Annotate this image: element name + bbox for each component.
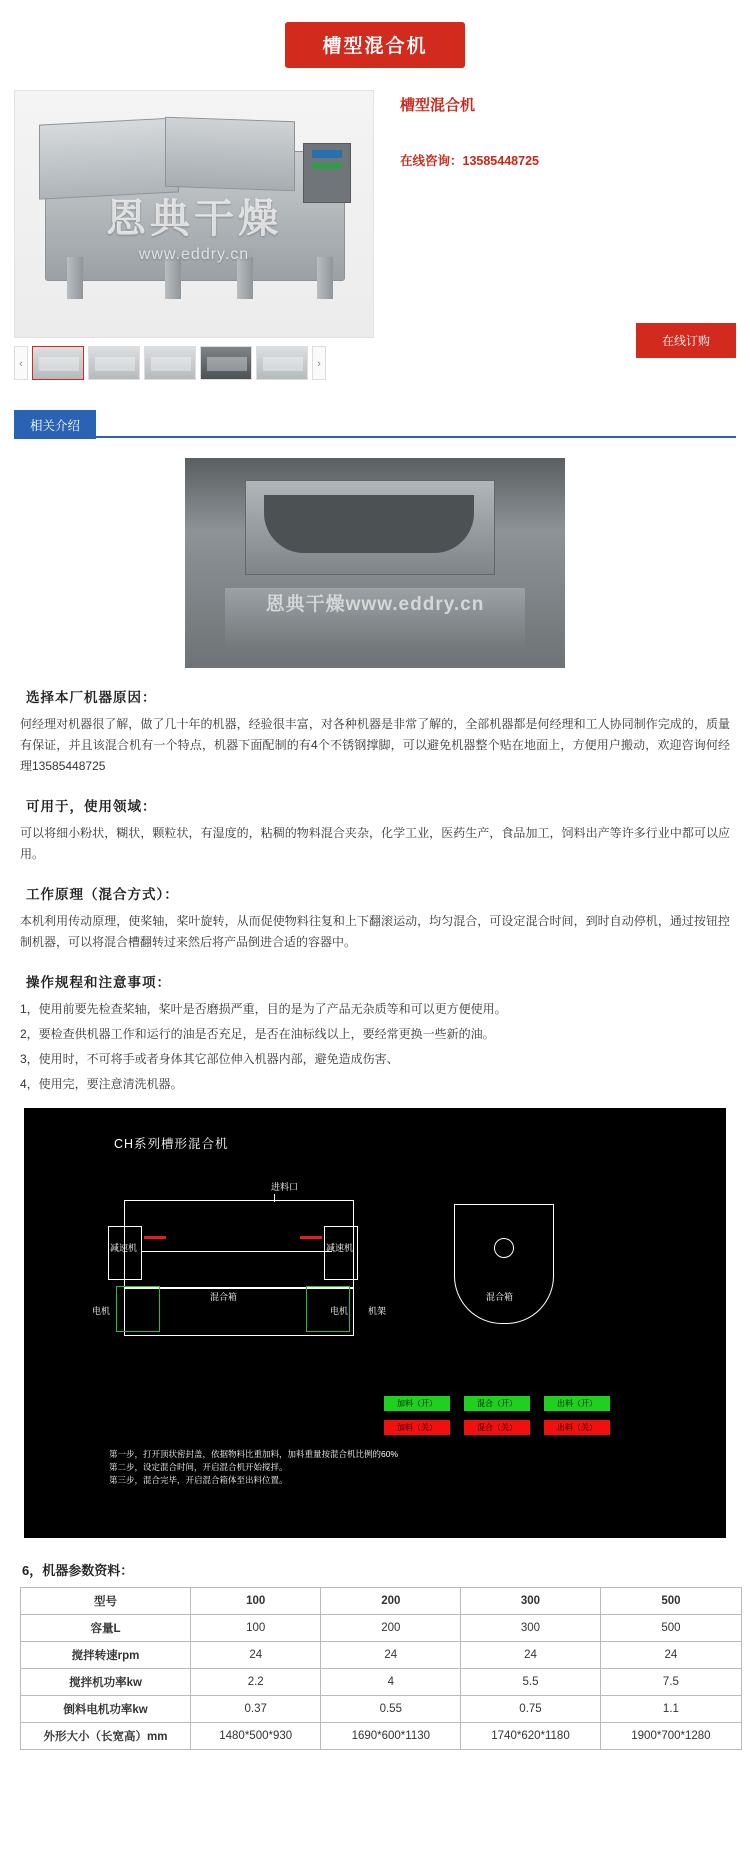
table-row	[21, 1588, 742, 1615]
diagram-step: 第三步，混合完毕，开启混合箱体至出料位置。	[109, 1475, 288, 1485]
params-table	[20, 1587, 742, 1750]
machine-leg-shape	[67, 257, 83, 299]
row-label: 型号	[21, 1588, 191, 1615]
section-text-usage: 可以将细小粉状，糊状，颗粒状，有湿度的，粘稠的物料混合夹杂，化学工业，医药生产，食品加工，饲料出产等许多行业中都可以应用。	[20, 826, 730, 861]
cell: 1480*500*930	[191, 1723, 321, 1750]
row-label: 倒料电机功率kw	[21, 1696, 191, 1723]
machine-leg-shape	[165, 257, 181, 299]
cell: 200	[321, 1615, 461, 1642]
table-row	[21, 1615, 742, 1642]
machine-lid-right-shape	[165, 117, 295, 192]
gallery-prev-arrow[interactable]: ‹	[14, 346, 28, 380]
machine-leg-shape	[317, 257, 333, 299]
product-gallery	[14, 90, 374, 380]
operation-item: 4，使用完，要注意清洗机器。	[20, 1077, 183, 1091]
cell: 0.75	[461, 1696, 601, 1723]
thumbnail-item[interactable]	[256, 346, 308, 380]
diagram-button-feed-on[interactable]: 加料（开）	[384, 1396, 450, 1411]
machine-lid-left-shape	[39, 117, 179, 199]
cell: 1900*700*1280	[600, 1723, 741, 1750]
section-heading-operation: 操作规程和注意事项：	[26, 975, 171, 990]
product-section	[14, 90, 736, 380]
diagram-label-reducer-left: 减速机	[110, 1243, 138, 1253]
params-heading: 6，机器参数资料：	[22, 1563, 134, 1578]
diagram-motor-left	[116, 1286, 160, 1332]
cell: 4	[321, 1669, 461, 1696]
thumbnail-item[interactable]	[32, 346, 84, 380]
diagram-button-mix-on[interactable]: 混合（开）	[464, 1396, 530, 1411]
cell: 1740*620*1180	[461, 1723, 601, 1750]
cell: 1.1	[600, 1696, 741, 1723]
diagram-label-chamber-section: 混合箱	[486, 1292, 514, 1302]
product-main-image[interactable]	[14, 90, 374, 338]
panel-display-shape	[312, 150, 342, 158]
diagram-label-inlet: 进料口	[271, 1182, 299, 1192]
product-info	[374, 90, 736, 380]
section-text-principle: 本机利用传动原理，使桨轴，桨叶旋转，从而促使物料往复和上下翻滚运动，均匀混合，可设定混合时间，到时自动停机，通过按钮控制机器，可以将混合槽翻转过来然后将产品倒进合适的容器中。	[20, 914, 730, 949]
section-heading-usage: 可用于，使用领域：	[26, 799, 157, 814]
table-row	[21, 1723, 742, 1750]
cell: 500	[600, 1615, 741, 1642]
thumbnail-item[interactable]	[144, 346, 196, 380]
cell: 200	[321, 1588, 461, 1615]
operation-item: 2，要检查供机器工作和运行的油是否充足，是否在油标线以上，要经常更换一些新的油。	[20, 1027, 495, 1041]
tab-related-intro[interactable]: 相关介绍	[14, 410, 96, 439]
diagram-label-motor-right: 电机	[330, 1306, 349, 1316]
operation-list	[14, 999, 736, 1094]
cell: 300	[461, 1615, 601, 1642]
row-label: 容量L	[21, 1615, 191, 1642]
page-title: 槽型混合机	[285, 22, 465, 68]
diagram-steps	[109, 1448, 398, 1487]
diagram-mixing-chamber-outline	[124, 1200, 354, 1288]
table-row	[21, 1669, 742, 1696]
cell: 2.2	[191, 1669, 321, 1696]
diagram-label-chamber: 混合箱	[210, 1292, 238, 1302]
operation-item: 3，使用时，不可将手或者身体其它部位伸入机器内部，避免造成伤害、	[20, 1052, 399, 1066]
cell: 24	[600, 1642, 741, 1669]
diagram-label-frame: 机架	[368, 1306, 387, 1316]
diagram-shaft-circle	[494, 1238, 514, 1258]
section-photo	[185, 458, 565, 668]
cell: 1690*600*1130	[321, 1723, 461, 1750]
section-heading-principle: 工作原理（混合方式）：	[26, 887, 179, 902]
order-online-button[interactable]: 在线订购	[636, 323, 736, 358]
section-photo-watermark: 恩典干燥www.eddry.cn	[265, 594, 485, 615]
cell: 24	[321, 1642, 461, 1669]
tab-bar	[14, 410, 736, 438]
machine-schematic-diagram	[24, 1108, 726, 1538]
cell: 24	[191, 1642, 321, 1669]
row-label: 搅拌机功率kw	[21, 1669, 191, 1696]
cell: 24	[461, 1642, 601, 1669]
cell: 5.5	[461, 1669, 601, 1696]
thumbnail-item[interactable]	[200, 346, 252, 380]
diagram-step: 第二步，设定混合时间，开启混合机开始搅拌。	[109, 1462, 288, 1472]
trough-shape	[245, 480, 495, 575]
panel-indicator-shape	[312, 163, 342, 169]
diagram-button-feed-off[interactable]: 加料（关）	[384, 1420, 450, 1435]
product-name: 槽型混合机	[400, 97, 476, 114]
cell: 300	[461, 1588, 601, 1615]
cell: 0.55	[321, 1696, 461, 1723]
watermark-main: 恩典干燥	[106, 197, 282, 241]
diagram-title: CH系列槽形混合机	[114, 1137, 229, 1151]
thumbnail-item[interactable]	[88, 346, 140, 380]
row-label: 外形大小（长宽高）mm	[21, 1723, 191, 1750]
diagram-step: 第一步，打开顶状密封盖，依据物料比重加料，加料重量按混合机比例的60%	[109, 1449, 399, 1459]
cell: 500	[600, 1588, 741, 1615]
cell: 7.5	[600, 1669, 741, 1696]
machine-leg-shape	[237, 257, 253, 299]
consult-phone: 在线咨询：13585448725	[400, 154, 539, 168]
diagram-label-reducer-right: 减速机	[326, 1243, 354, 1253]
operation-item: 1，使用前要先检查桨轴，桨叶是否磨损严重，目的是为了产品无杂质等和可以更方便使用。	[20, 1002, 507, 1016]
diagram-section-view	[454, 1204, 554, 1324]
table-row	[21, 1642, 742, 1669]
page-root	[0, 22, 750, 1750]
table-row	[21, 1696, 742, 1723]
machine-control-panel-shape	[303, 143, 351, 203]
cell: 0.37	[191, 1696, 321, 1723]
diagram-button-discharge-off[interactable]: 出料（关）	[544, 1420, 610, 1435]
row-label: 搅拌转速rpm	[21, 1642, 191, 1669]
diagram-button-mix-off[interactable]: 混合（关）	[464, 1420, 530, 1435]
diagram-bearing-marker	[300, 1236, 322, 1239]
diagram-label-motor-left: 电机	[92, 1306, 111, 1316]
cell: 100	[191, 1615, 321, 1642]
cell: 100	[191, 1588, 321, 1615]
section-heading-reason: 选择本厂机器原因：	[26, 690, 157, 705]
watermark-sub: www.eddry.cn	[138, 246, 250, 263]
section-text-reason: 何经理对机器很了解，做了几十年的机器，经验很丰富，对各种机器是非常了解的，全部机器都是何经理和工人协同制作完成的，质量有保证，并且该混合机有一个特点，机器下面配制的有4个不锈钢撑脚，可以避免机器整个贴在地面上，方便用户搬动，欢迎咨询何经理13585448725	[20, 717, 730, 773]
thumbnail-strip	[14, 346, 374, 380]
diagram-shaft-line	[142, 1251, 332, 1252]
diagram-bearing-marker	[144, 1236, 166, 1239]
diagram-button-discharge-on[interactable]: 出料（开）	[544, 1396, 610, 1411]
gallery-next-arrow[interactable]: ›	[312, 346, 326, 380]
diagram-inlet-line	[274, 1194, 275, 1202]
